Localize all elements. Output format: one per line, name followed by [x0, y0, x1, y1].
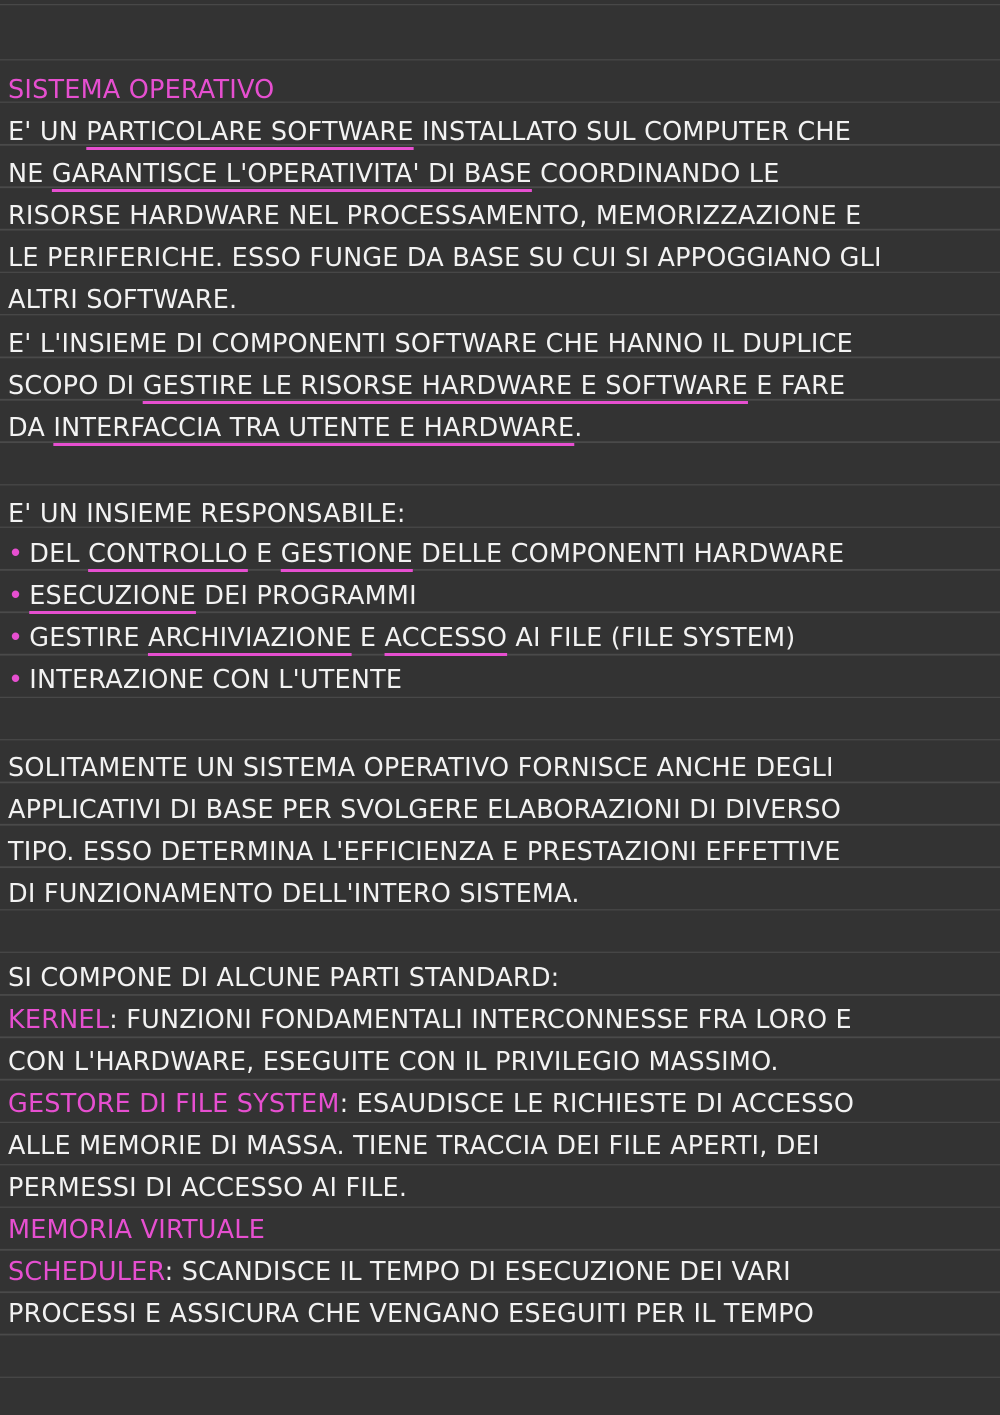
text-line: PROCESSI E ASSICURA CHE VENGANO ESEGUITI PER IL TEMPO: [8, 1299, 815, 1329]
text-line: DA INTERFACCIA TRA UTENTE E HARDWARE.: [8, 413, 583, 443]
text-line: LE PERIFERICHE. ESSO FUNGE DA BASE SU CUI SI APPOGGIANO GLI: [8, 243, 882, 273]
text-line: GESTORE DI FILE SYSTEM: ESAUDISCE LE RICHIESTE DI ACCESSO: [8, 1089, 855, 1119]
text-line: APPLICATIVI DI BASE PER SVOLGERE ELABORAZIONI DI DIVERSO: [8, 795, 842, 825]
term-scheduler: SCHEDULER: [8, 1257, 165, 1287]
text-line: TIPO. ESSO DETERMINA L'EFFICIENZA E PRESTAZIONI EFFETTIVE: [8, 837, 841, 867]
bullet-icon: •: [8, 665, 24, 695]
text-line: ALTRI SOFTWARE.: [8, 285, 238, 315]
bullet-icon: •: [8, 623, 24, 653]
text-line: E' UN PARTICOLARE SOFTWARE INSTALLATO SUL COMPUTER CHE: [8, 117, 852, 147]
term-kernel: KERNEL: [8, 1005, 110, 1035]
section-heading: SI COMPONE DI ALCUNE PARTI STANDARD:: [8, 963, 560, 993]
list-item: • DEL CONTROLLO E GESTIONE DELLE COMPONENTI HARDWARE: [8, 539, 845, 569]
text-line: NE GARANTISCE L'OPERATIVITA' DI BASE COORDINANDO LE: [8, 159, 780, 189]
text-line: PERMESSI DI ACCESSO AI FILE.: [8, 1173, 408, 1203]
text-line: ALLE MEMORIE DI MASSA. TIENE TRACCIA DEI FILE APERTI, DEI: [8, 1131, 820, 1161]
text-line: SOLITAMENTE UN SISTEMA OPERATIVO FORNISCE ANCHE DEGLI: [8, 753, 834, 783]
text-line: KERNEL: FUNZIONI FONDAMENTALI INTERCONNESSE FRA LORO E: [8, 1005, 852, 1035]
page-title: SISTEMA OPERATIVO: [8, 75, 275, 105]
list-item: • INTERAZIONE CON L'UTENTE: [8, 665, 403, 695]
text-line: RISORSE HARDWARE NEL PROCESSAMENTO, MEMORIZZAZIONE E: [8, 201, 862, 231]
bullet-icon: •: [8, 539, 24, 569]
bullet-icon: •: [8, 581, 24, 611]
text-line: DI FUNZIONAMENTO DELL'INTERO SISTEMA.: [8, 879, 580, 909]
text-line: SCHEDULER: SCANDISCE IL TEMPO DI ESECUZIONE DEI VARI: [8, 1257, 791, 1287]
text-line: E' L'INSIEME DI COMPONENTI SOFTWARE CHE HANNO IL DUPLICE: [8, 329, 853, 359]
term-file-system: GESTORE DI FILE SYSTEM: [8, 1089, 340, 1119]
section-heading: E' UN INSIEME RESPONSABILE:: [8, 499, 406, 529]
term-virtual-memory: MEMORIA VIRTUALE: [8, 1215, 266, 1245]
text-line: SCOPO DI GESTIRE LE RISORSE HARDWARE E SOFTWARE E FARE: [8, 371, 846, 401]
list-item: • ESECUZIONE DEI PROGRAMMI: [8, 581, 417, 611]
text-line: CON L'HARDWARE, ESEGUITE CON IL PRIVILEGIO MASSIMO.: [8, 1047, 779, 1077]
list-item: • GESTIRE ARCHIVIAZIONE E ACCESSO AI FILE (FILE SYSTEM): [8, 623, 796, 653]
